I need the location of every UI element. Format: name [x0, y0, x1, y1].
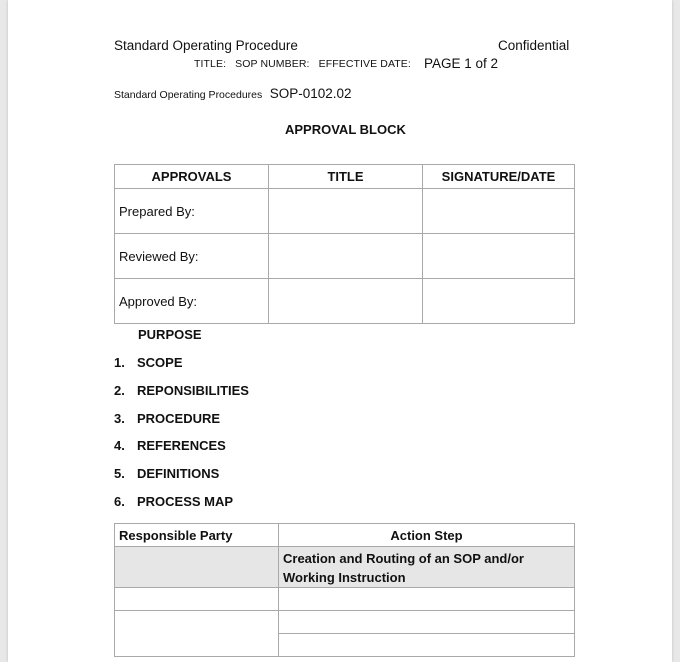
section-number: 2. [114, 382, 125, 398]
process-step-cell[interactable]: Creation and Routing of an SOP and/or Working Instruction [279, 547, 575, 588]
page-indicator: PAGE 1 of 2 [424, 56, 499, 71]
approval-row-label: Reviewed By: [115, 234, 269, 279]
doc-number: SOP-0102.02 [269, 86, 352, 101]
approval-row [115, 234, 575, 279]
process-party-cell[interactable] [115, 611, 279, 657]
approval-col-signature: SIGNATURE/DATE [423, 165, 575, 189]
section-item [114, 411, 249, 439]
header-doc-type: Standard Operating Procedure [114, 38, 298, 53]
document-page [8, 0, 672, 662]
process-col-responsible-party: Responsible Party [115, 524, 279, 547]
doc-id-line [114, 85, 352, 103]
process-row [115, 547, 575, 588]
approval-title-cell[interactable] [269, 189, 423, 234]
section-label: PROCEDURE [137, 410, 221, 426]
process-step-cell[interactable] [279, 634, 575, 657]
section-purpose: PURPOSE [138, 327, 202, 342]
header-classification: Confidential [498, 38, 570, 53]
header-field-title: TITLE: [194, 58, 227, 70]
section-item [114, 355, 249, 383]
section-label: PROCESS MAP [137, 493, 234, 509]
approval-signature-cell[interactable] [423, 234, 575, 279]
process-header-row [115, 524, 575, 547]
process-step-cell[interactable] [279, 588, 575, 611]
approval-row-label: Prepared By: [115, 189, 269, 234]
approval-col-title: TITLE [269, 165, 423, 189]
process-row-empty [115, 588, 575, 611]
section-item [114, 494, 249, 522]
section-number: 5. [114, 466, 125, 482]
approval-signature-cell[interactable] [423, 189, 575, 234]
header-fields [194, 58, 417, 70]
approval-col-approvals: APPROVALS [115, 165, 269, 189]
section-item [114, 438, 249, 466]
process-table [114, 523, 575, 657]
section-number: 6. [114, 493, 125, 509]
approval-title-cell[interactable] [269, 234, 423, 279]
approval-row [115, 279, 575, 324]
section-item [114, 383, 249, 411]
section-label: REFERENCES [137, 438, 226, 454]
header-field-effective-date: EFFECTIVE DATE: [318, 58, 411, 70]
process-step-cell[interactable] [279, 611, 575, 634]
header-field-sop-number: SOP NUMBER: [235, 58, 310, 70]
process-party-cell[interactable] [115, 588, 279, 611]
approval-table [114, 164, 575, 324]
section-number: 4. [114, 438, 125, 454]
approval-row-label: Approved By: [115, 279, 269, 324]
doc-label: Standard Operating Procedures [114, 89, 263, 101]
section-item [114, 466, 249, 494]
section-number: 3. [114, 410, 125, 426]
section-list [114, 355, 249, 522]
approval-signature-cell[interactable] [423, 279, 575, 324]
process-party-cell[interactable] [115, 547, 279, 588]
section-number: 1. [114, 355, 125, 370]
approval-row [115, 189, 575, 234]
section-label: SCOPE [137, 355, 183, 370]
approval-heading: APPROVAL BLOCK [285, 122, 406, 137]
approval-header-row [115, 165, 575, 189]
section-label: REPONSIBILITIES [137, 382, 249, 398]
approval-title-cell[interactable] [269, 279, 423, 324]
process-row-empty [115, 611, 575, 634]
section-label: DEFINITIONS [137, 466, 220, 482]
process-col-action-step: Action Step [279, 524, 575, 547]
